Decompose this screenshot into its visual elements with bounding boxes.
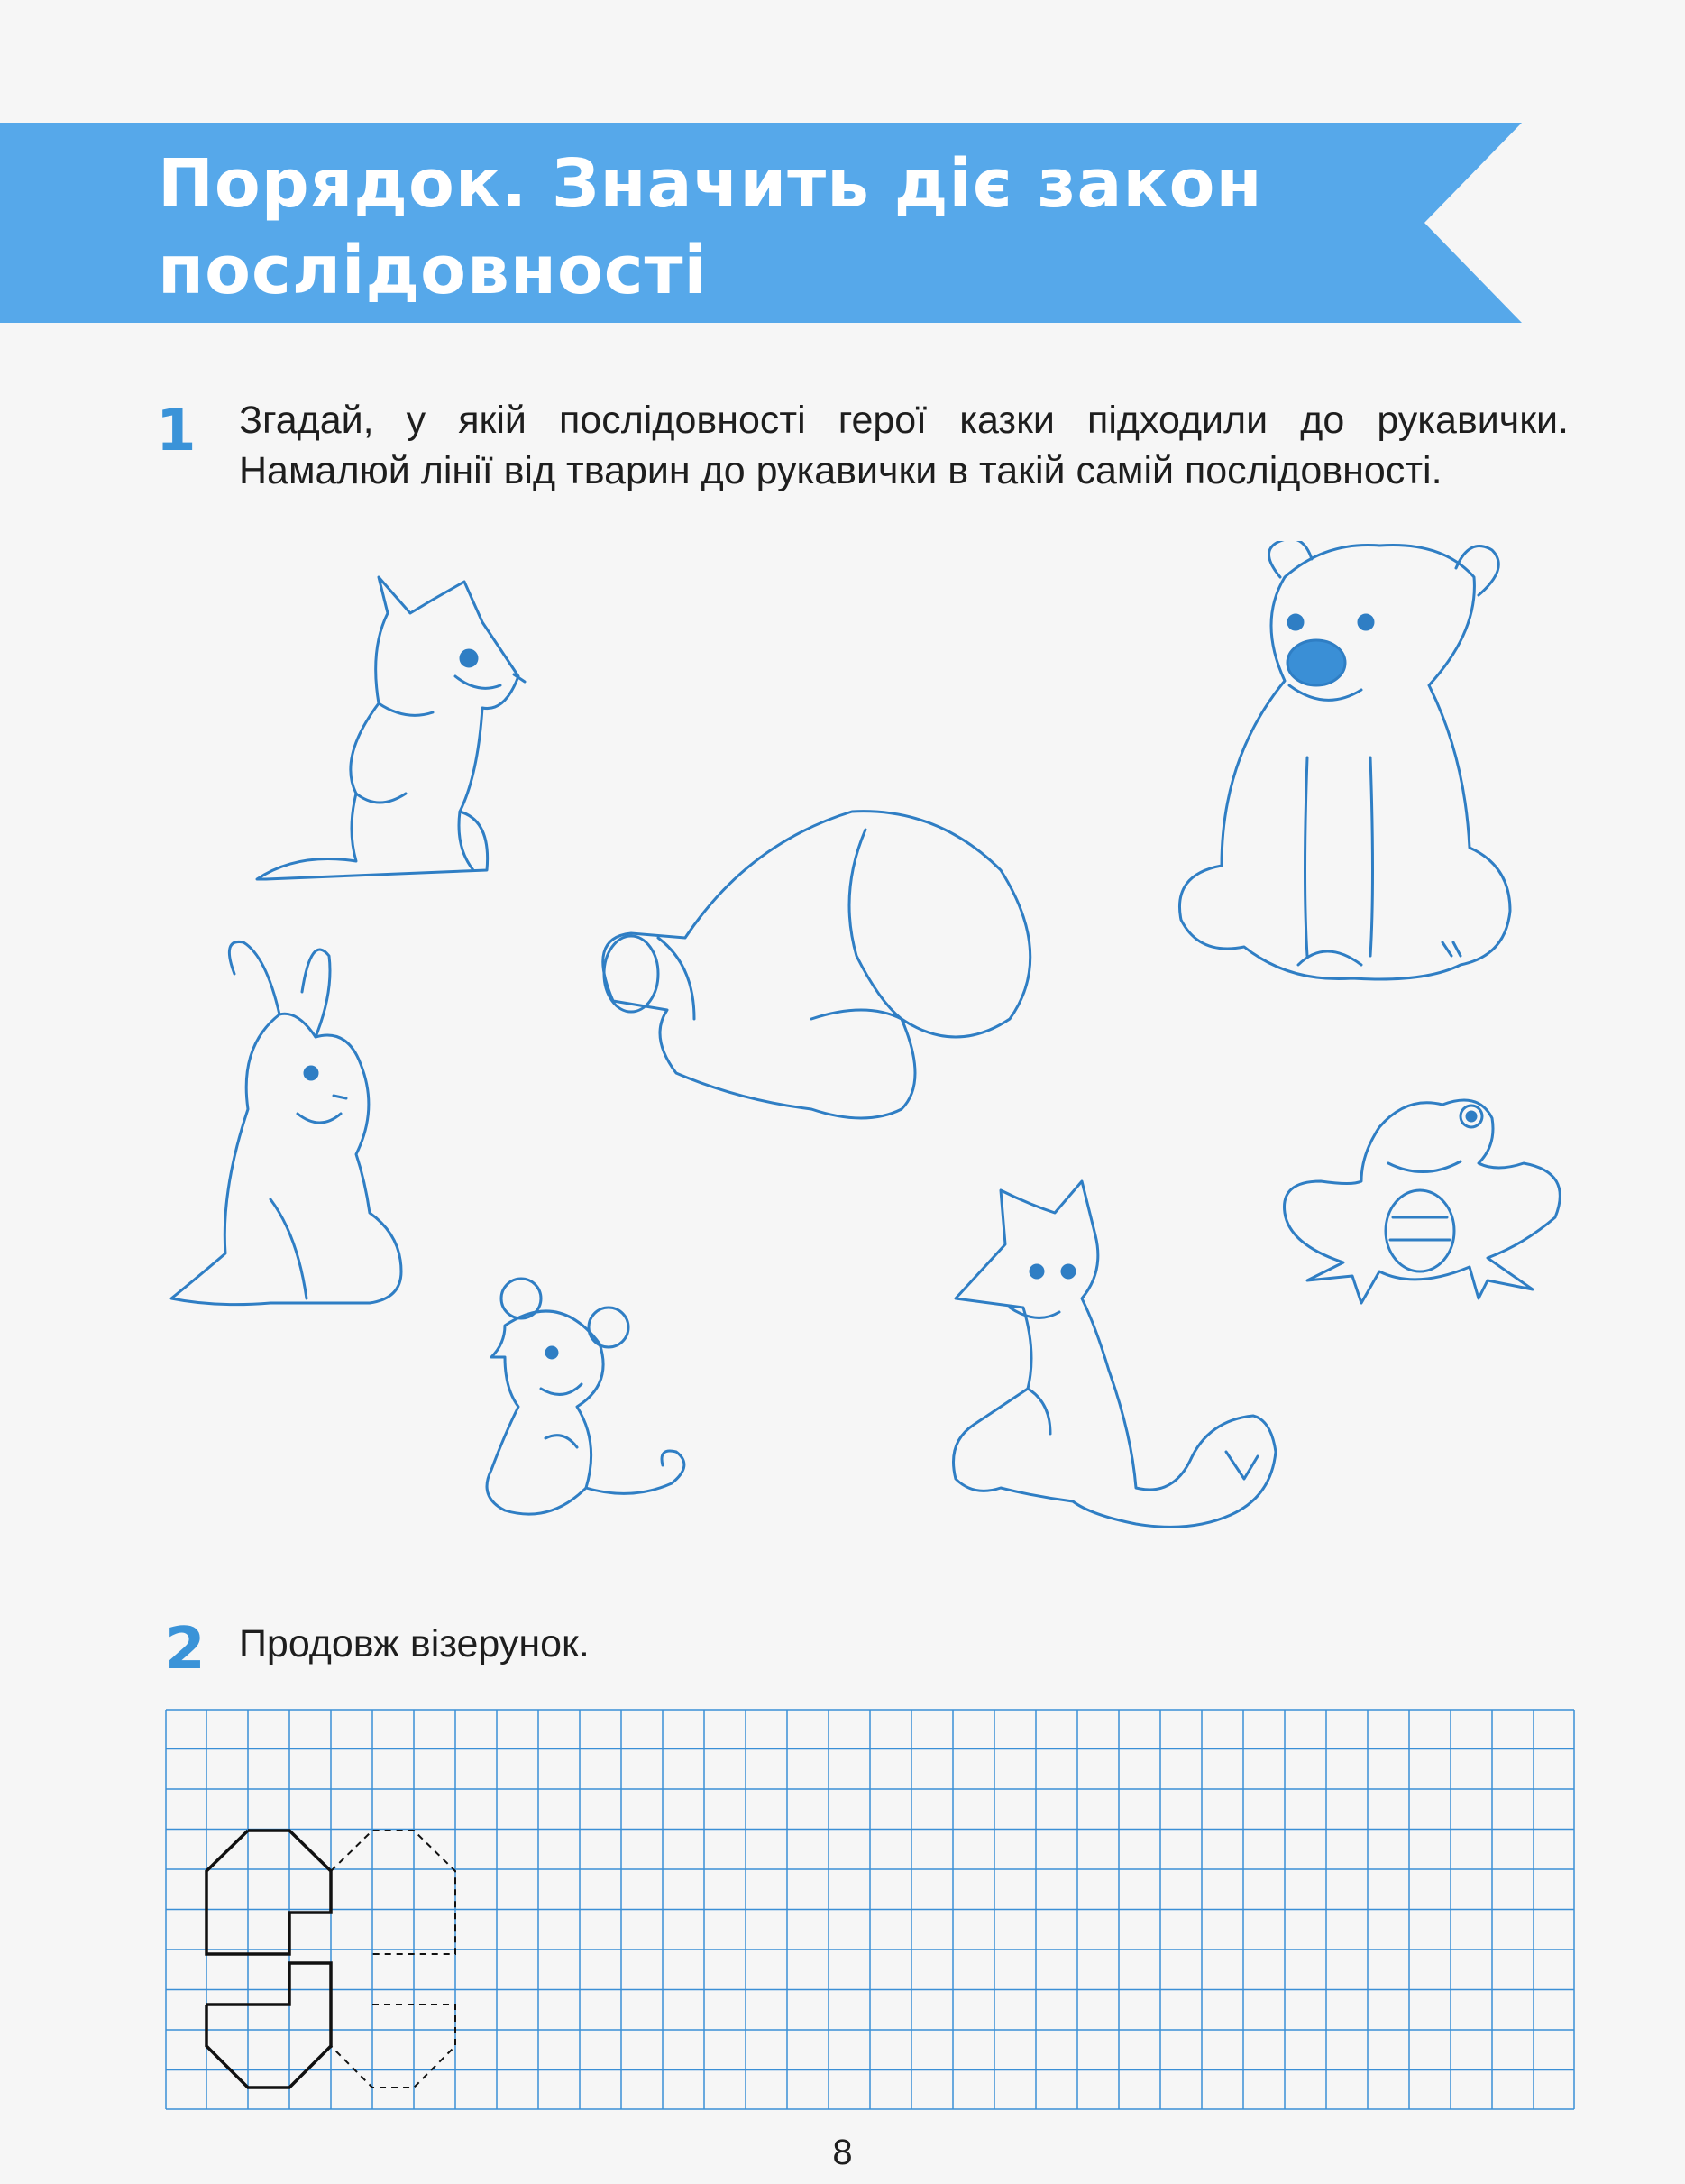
mouse-icon — [487, 1279, 684, 1514]
pattern-grid — [165, 1709, 1575, 2110]
title-banner — [0, 123, 1524, 323]
page-number: 8 — [832, 2133, 853, 2172]
task-1-number: 1 — [156, 398, 197, 464]
task-1-text: Згадай, у якій послідовності герої казки підходили до рукавички. Намалюй лінії від тварин до рукавички в такій самій послідовності. — [239, 399, 1569, 492]
bear-icon — [1179, 541, 1510, 979]
mitten-icon — [603, 812, 1030, 1118]
illustrations — [0, 541, 1685, 1569]
page-title: Порядок. Значить діє закон послідовності — [158, 145, 1263, 309]
task-2-number: 2 — [165, 1616, 206, 1683]
wolf-icon — [257, 577, 525, 879]
task-2-text: Продовж візерунок. — [239, 1622, 590, 1666]
hare-icon — [171, 941, 401, 1304]
frog-icon — [1285, 1100, 1561, 1303]
fox-icon — [954, 1181, 1277, 1527]
